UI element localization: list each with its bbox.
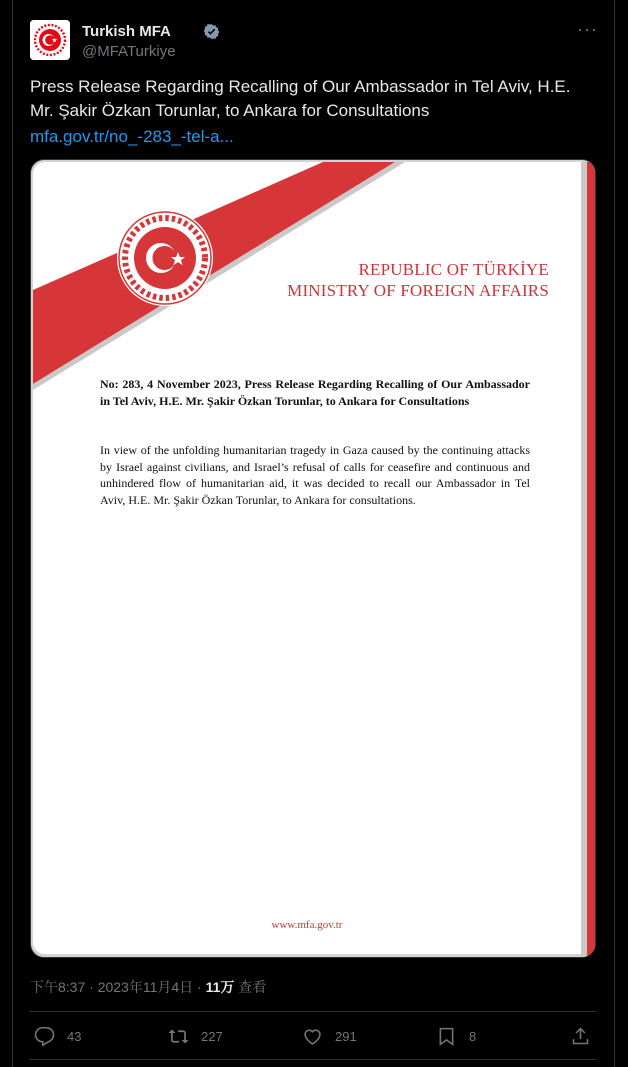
- repost-button[interactable]: [168, 1022, 223, 1050]
- action-bar: [30, 1022, 596, 1050]
- display-name[interactable]: Turkish MFA: [82, 23, 171, 40]
- like-button[interactable]: [302, 1022, 357, 1050]
- share-icon: [570, 1026, 591, 1047]
- reply-count: 43: [67, 1028, 82, 1044]
- divider: [30, 1059, 596, 1060]
- document-footer-url: www.mfa.gov.tr: [271, 919, 343, 931]
- divider: [30, 1011, 596, 1012]
- document-edge-red: [587, 162, 595, 957]
- reply-icon: [34, 1026, 55, 1047]
- repost-count: 227: [201, 1028, 223, 1044]
- ministry-heading: MINISTRY OF FOREIGN AFFAIRS: [287, 281, 549, 300]
- account-handle[interactable]: @MFATurkiye: [82, 43, 176, 60]
- repost-icon: [168, 1026, 189, 1047]
- document-title: No: 283, 4 November 2023, Press Release Regarding Recalling of Our Ambassador in Tel Aviv, H.E. Mr. Şakir Özkan Torunlar, to Ankara for Consultations: [100, 377, 530, 408]
- mfa-emblem-icon: [30, 20, 70, 60]
- views-label: 查看: [234, 979, 267, 995]
- bookmark-button[interactable]: [436, 1022, 476, 1050]
- republic-heading: REPUBLIC OF TÜRKİYE: [358, 260, 549, 279]
- reply-button[interactable]: [34, 1022, 81, 1050]
- more-options-icon[interactable]: ···: [577, 19, 598, 39]
- views-count: 11万: [205, 979, 235, 995]
- tweet-text: Press Release Regarding Recalling of Our Ambassador in Tel Aviv, H.E. Mr. Şakir Özkan Torunlar, to Ankara for Consultations: [30, 77, 571, 120]
- column-border-left: [12, 0, 13, 1067]
- tweet-link[interactable]: mfa.gov.tr/no_-283_-tel-a...: [30, 127, 234, 146]
- press-release-document: [33, 162, 581, 954]
- avatar[interactable]: [30, 20, 70, 60]
- tweet-timestamp[interactable]: [30, 977, 266, 997]
- tweet-time[interactable]: 下午8:37 · 2023年11月4日 ·: [30, 979, 206, 995]
- ministry-letterhead: [287, 259, 549, 301]
- document-body: In view of the unfolding humanitarian tragedy in Gaza caused by the continuing attacks by Israel against civilians, and Israel’s refusal of calls for ceasefire and continuous and unhindered flow of humanitarian aid, it was decided to recall our Ambassador in Tel Aviv, H.E. Mr. Şakir Özkan Torunlar, to Ankara for consultations.: [100, 443, 530, 507]
- verified-badge-icon: [203, 23, 220, 40]
- like-count: 291: [335, 1028, 357, 1044]
- share-button[interactable]: [570, 1022, 603, 1050]
- ministry-seal-icon: [115, 208, 215, 308]
- tweet-header: [30, 20, 598, 64]
- bookmark-icon: [436, 1026, 457, 1047]
- heart-icon: [302, 1026, 323, 1047]
- tweet-image[interactable]: [30, 159, 596, 958]
- bookmark-count: 8: [469, 1028, 477, 1044]
- column-border-right: [614, 0, 615, 1067]
